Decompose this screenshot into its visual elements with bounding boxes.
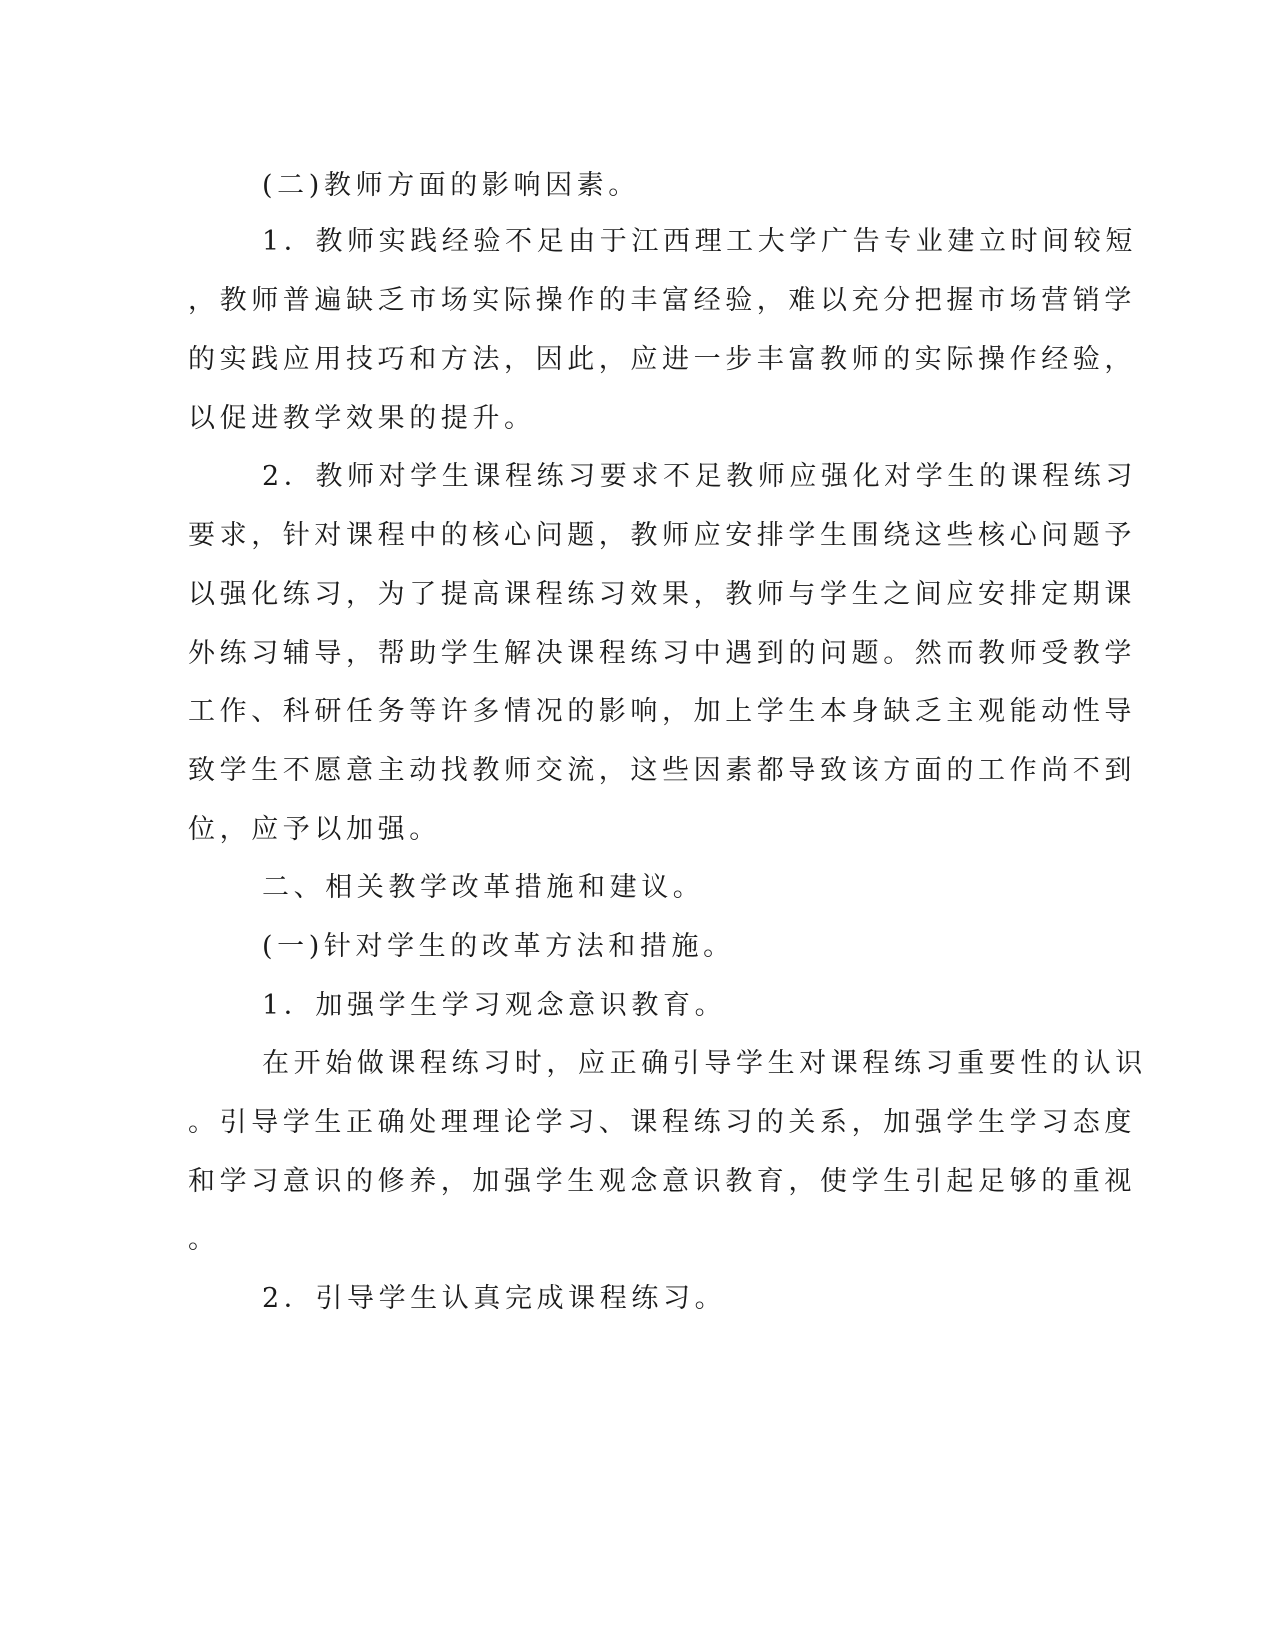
paragraph-line: 要求，针对课程中的核心问题，教师应安排学生围绕这些核心问题予 xyxy=(188,520,1136,551)
paragraph-line: 。引导学生正确处理理论学习、课程练习的关系，加强学生学习态度 xyxy=(188,1107,1136,1138)
paragraph-line: 外练习辅导，帮助学生解决课程练习中遇到的问题。然而教师受教学 xyxy=(188,638,1136,669)
paragraph-line: 和学习意识的修养，加强学生观念意识教育，使学生引起足够的重视 xyxy=(188,1166,1136,1197)
paragraph-line: 位，应予以加强。 xyxy=(188,814,441,845)
paragraph-line: 以促进教学效果的提升。 xyxy=(188,403,536,434)
paragraph-line: 1．教师实践经验不足由于江西理工大学广告专业建立时间较短 xyxy=(262,226,1137,257)
section-heading-reform-measures: 二、相关教学改革措施和建议。 xyxy=(262,872,705,903)
subsection-heading-student-reform: (一)针对学生的改革方法和措施。 xyxy=(262,931,735,962)
paragraph-line: 工作、科研任务等许多情况的影响，加上学生本身缺乏主观能动性导 xyxy=(188,696,1136,727)
paragraph-line: 在开始做课程练习时，应正确引导学生对课程练习重要性的认识 xyxy=(262,1048,1147,1079)
paragraph-line: 。 xyxy=(188,1224,220,1255)
item-heading: 1．加强学生学习观念意识教育。 xyxy=(262,990,727,1021)
section-heading-teacher-factors: (二)教师方面的影响因素。 xyxy=(262,170,640,201)
paragraph-line: 2．教师对学生课程练习要求不足教师应强化对学生的课程练习 xyxy=(262,461,1137,492)
paragraph-line: 以强化练习，为了提高课程练习效果，教师与学生之间应安排定期课 xyxy=(188,579,1136,610)
paragraph-line: 致学生不愿意主动找教师交流，这些因素都导致该方面的工作尚不到 xyxy=(188,755,1136,786)
item-heading: 2．引导学生认真完成课程练习。 xyxy=(262,1283,727,1314)
paragraph-line: 的实践应用技巧和方法，因此，应进一步丰富教师的实际操作经验， xyxy=(188,344,1136,375)
paragraph-line: ，教师普遍缺乏市场实际操作的丰富经验，难以充分把握市场营销学 xyxy=(188,285,1136,316)
